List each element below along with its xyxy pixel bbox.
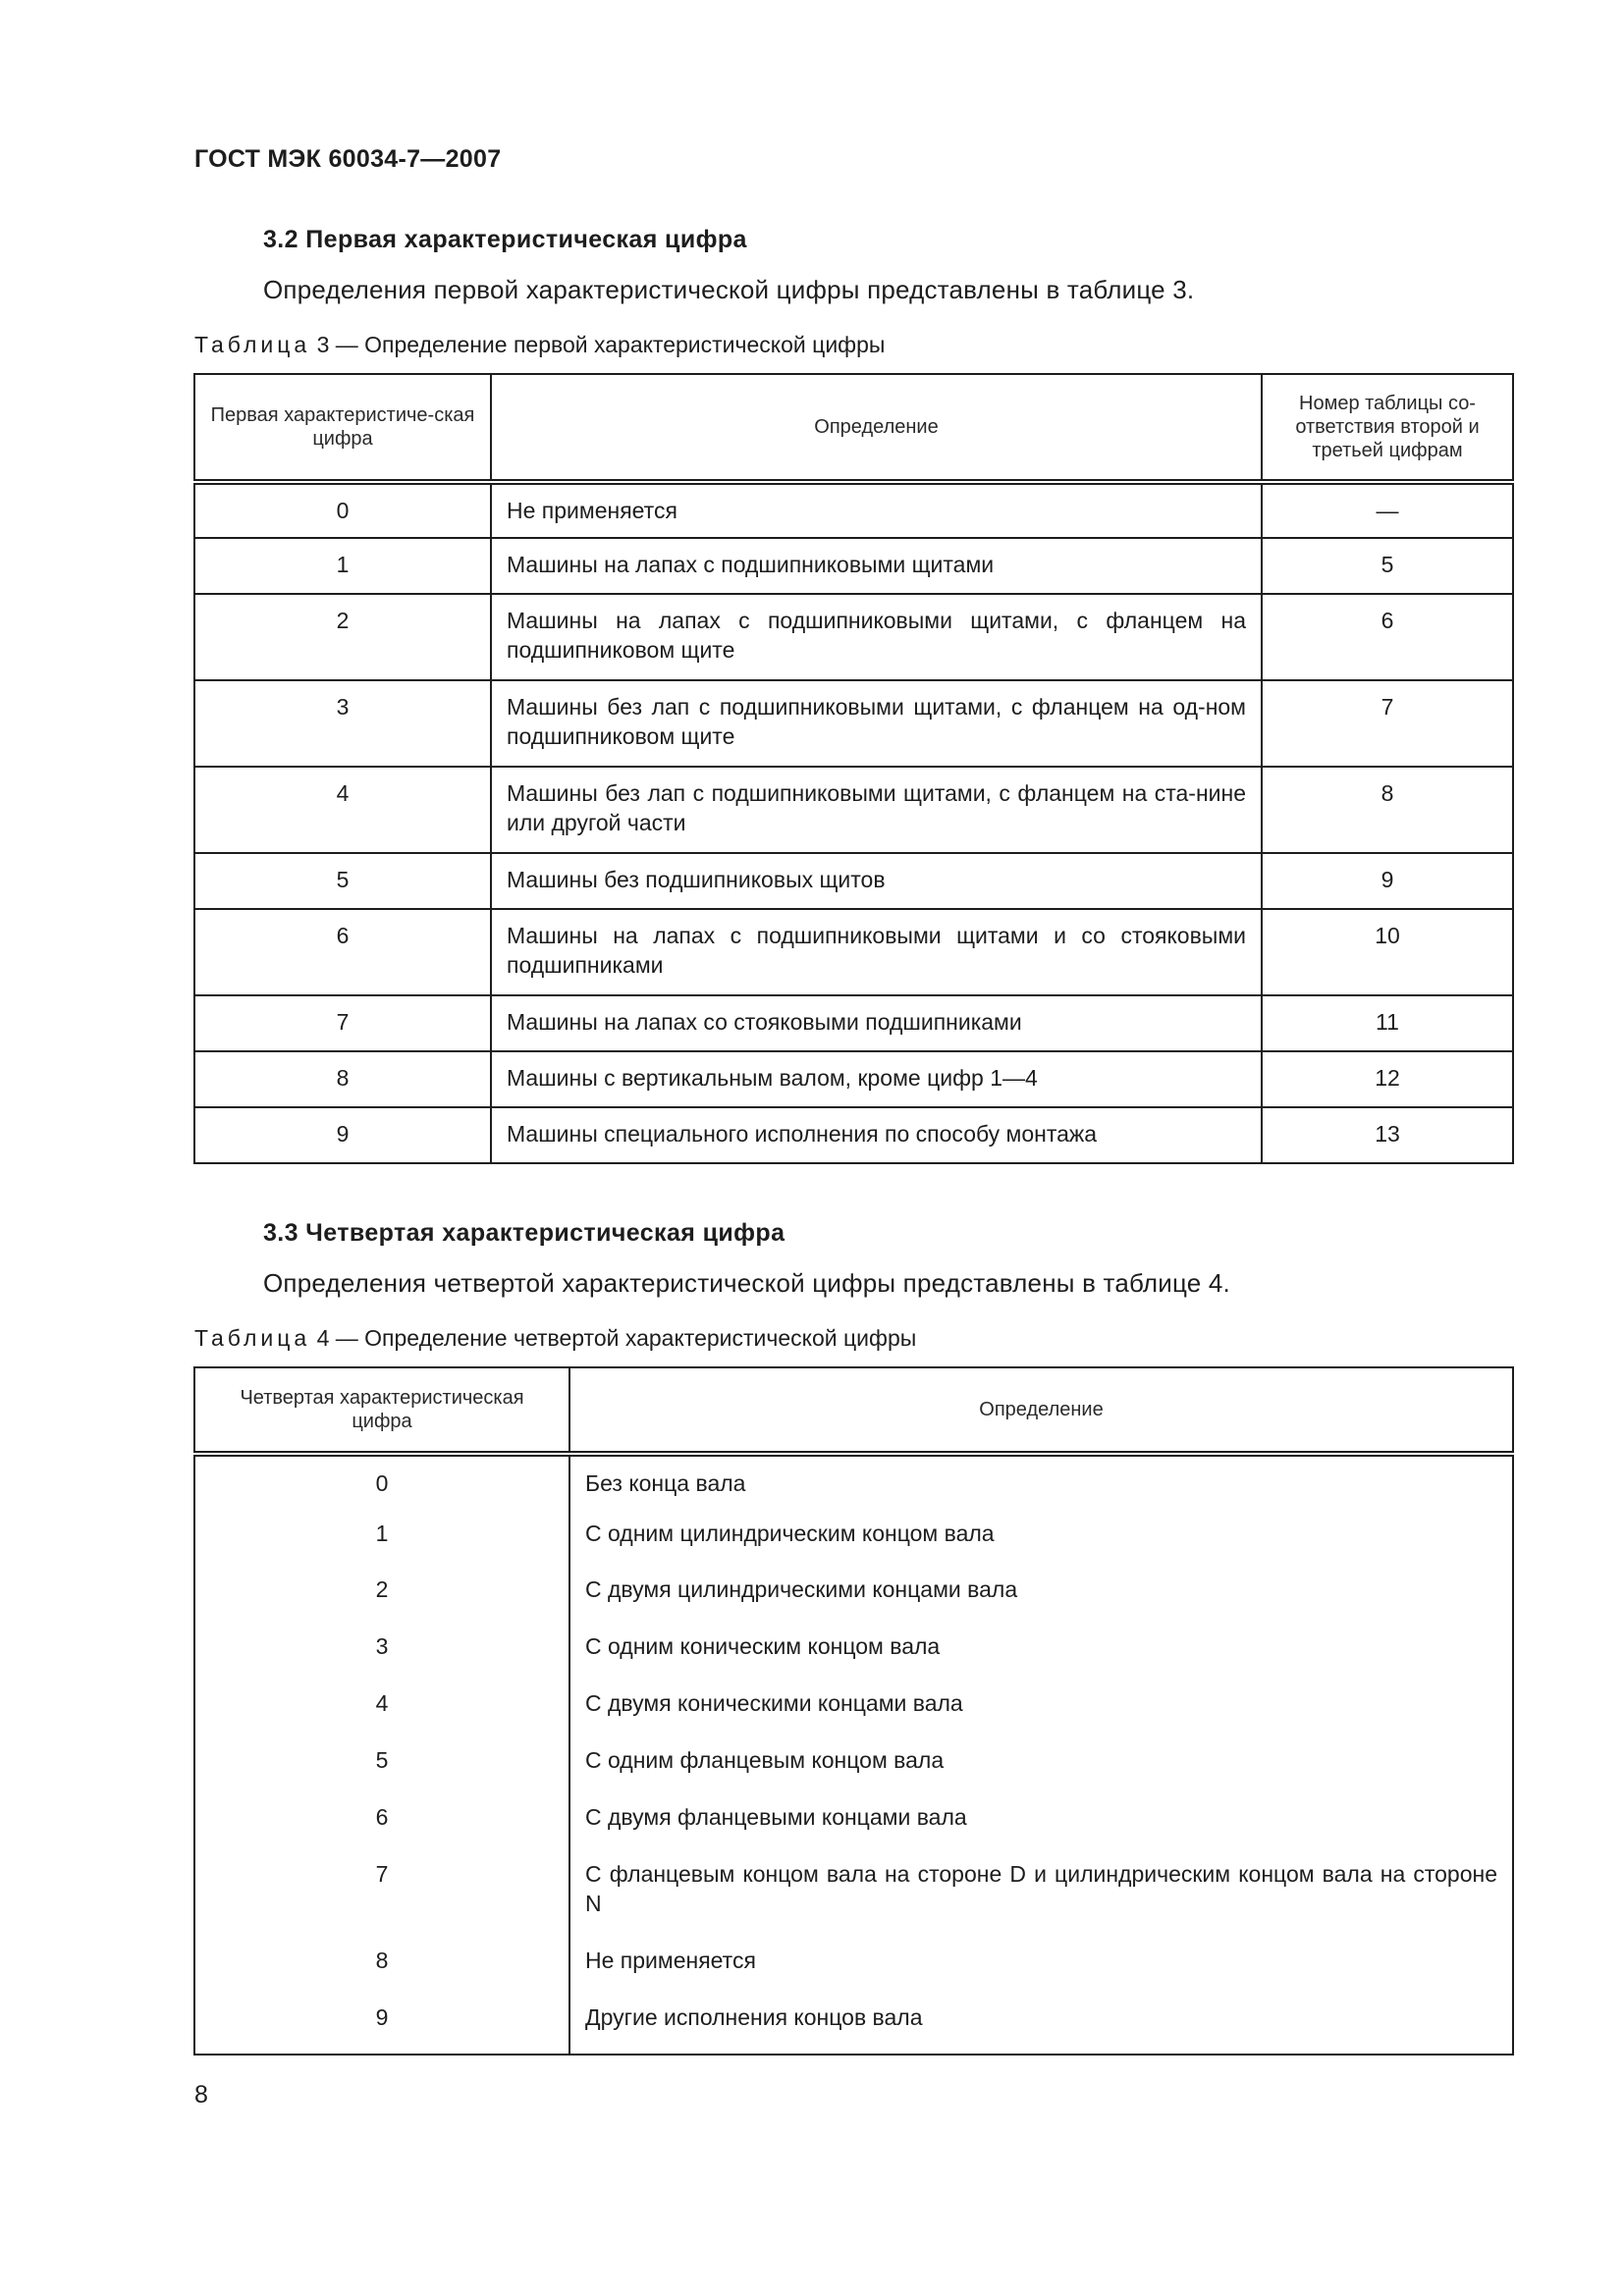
table4-cell: 0 bbox=[194, 1454, 569, 1510]
table3-cell: 9 bbox=[194, 1107, 491, 1163]
table-row bbox=[194, 767, 1513, 853]
table-row bbox=[194, 995, 1513, 1051]
table4-cell: 9 bbox=[194, 1994, 569, 2055]
table3-header-cell: Первая характеристиче-ская цифра bbox=[194, 374, 491, 482]
table4-cell: С одним цилиндрическим концом вала bbox=[569, 1510, 1513, 1566]
table3-cell: 4 bbox=[194, 767, 491, 853]
table-row bbox=[194, 1793, 1513, 1850]
table3-cell: 13 bbox=[1262, 1107, 1513, 1163]
table-4-body bbox=[194, 1454, 1513, 2055]
table-row bbox=[194, 594, 1513, 680]
table3-cell: 6 bbox=[194, 909, 491, 995]
table-row bbox=[194, 1566, 1513, 1623]
table4-cell: С фланцевым концом вала на стороне D и цилиндрическим концом вала на стороне N bbox=[569, 1850, 1513, 1937]
table-3-caption-label: Таблица bbox=[194, 332, 311, 357]
table3-cell: Машины на лапах с подшипниковыми щитами, с фланцем на подшипниковом щите bbox=[491, 594, 1262, 680]
table3-cell: 1 bbox=[194, 538, 491, 594]
table3-cell: Не применяется bbox=[491, 482, 1262, 538]
table-row bbox=[194, 1736, 1513, 1793]
table4-cell: 7 bbox=[194, 1850, 569, 1937]
table4-cell: 4 bbox=[194, 1680, 569, 1736]
table3-cell: Машины без подшипниковых щитов bbox=[491, 853, 1262, 909]
table3-cell: Машины с вертикальным валом, кроме цифр 1—4 bbox=[491, 1051, 1262, 1107]
table3-cell: Машины на лапах со стояковыми подшипниками bbox=[491, 995, 1262, 1051]
table4-cell: С одним фланцевым концом вала bbox=[569, 1736, 1513, 1793]
table-3-body bbox=[194, 482, 1513, 1163]
table3-cell: 8 bbox=[194, 1051, 491, 1107]
table4-header-cell: Определение bbox=[569, 1367, 1513, 1454]
table-row bbox=[194, 1107, 1513, 1163]
section-3-3-intro: Определения четвертой характеристической цифры представлены в таблице 4. bbox=[263, 1268, 1230, 1298]
table3-header-cell: Номер таблицы со-ответствия второй и третьей цифрам bbox=[1262, 374, 1513, 482]
table3-cell: 9 bbox=[1262, 853, 1513, 909]
table-row bbox=[194, 1850, 1513, 1937]
table4-header-cell: Четвертая характеристическая цифра bbox=[194, 1367, 569, 1454]
table4-cell: 6 bbox=[194, 1793, 569, 1850]
table4-cell: 1 bbox=[194, 1510, 569, 1566]
table3-cell: 12 bbox=[1262, 1051, 1513, 1107]
table-row bbox=[194, 1051, 1513, 1107]
table4-cell: Без конца вала bbox=[569, 1454, 1513, 1510]
table-4-caption-text: 4 — Определение четвертой характеристической цифры bbox=[316, 1325, 917, 1351]
table3-cell: Машины без лап с подшипниковыми щитами, с фланцем на ста-нине или другой части bbox=[491, 767, 1262, 853]
table3-cell: 5 bbox=[1262, 538, 1513, 594]
table3-cell: 8 bbox=[1262, 767, 1513, 853]
table-4-caption bbox=[194, 1325, 916, 1352]
table-row bbox=[194, 853, 1513, 909]
table-3-caption bbox=[194, 332, 885, 358]
table-3-header-row bbox=[194, 374, 1513, 482]
table-4 bbox=[193, 1366, 1514, 2056]
table3-cell: 2 bbox=[194, 594, 491, 680]
table3-cell: 0 bbox=[194, 482, 491, 538]
table-row bbox=[194, 1454, 1513, 1510]
document-code-header: ГОСТ МЭК 60034-7—2007 bbox=[194, 145, 502, 173]
table4-cell: С двумя цилиндрическими концами вала bbox=[569, 1566, 1513, 1623]
table3-cell: 5 bbox=[194, 853, 491, 909]
table4-cell: Не применяется bbox=[569, 1937, 1513, 1994]
table4-cell: Другие исполнения концов вала bbox=[569, 1994, 1513, 2055]
table4-cell: 5 bbox=[194, 1736, 569, 1793]
table3-cell: — bbox=[1262, 482, 1513, 538]
table-3-header bbox=[194, 374, 1513, 482]
table3-header-cell: Определение bbox=[491, 374, 1262, 482]
section-3-2-title: 3.2 Первая характеристическая цифра bbox=[263, 226, 747, 253]
table3-cell: 10 bbox=[1262, 909, 1513, 995]
table4-cell: 2 bbox=[194, 1566, 569, 1623]
table3-cell: Машины без лап с подшипниковыми щитами, с фланцем на од-ном подшипниковом щите bbox=[491, 680, 1262, 767]
table3-cell: 3 bbox=[194, 680, 491, 767]
table-4-header bbox=[194, 1367, 1513, 1454]
table3-cell: Машины на лапах с подшипниковыми щитами bbox=[491, 538, 1262, 594]
table-row bbox=[194, 909, 1513, 995]
table-row bbox=[194, 1680, 1513, 1736]
table-row bbox=[194, 538, 1513, 594]
table-row bbox=[194, 1623, 1513, 1680]
table-row bbox=[194, 1937, 1513, 1994]
table3-cell: Машины на лапах с подшипниковыми щитами и со стояковыми подшипниками bbox=[491, 909, 1262, 995]
table4-cell: С двумя коническими концами вала bbox=[569, 1680, 1513, 1736]
table-row bbox=[194, 1994, 1513, 2055]
table-row bbox=[194, 680, 1513, 767]
table-4-header-row bbox=[194, 1367, 1513, 1454]
table-row bbox=[194, 1510, 1513, 1566]
table3-cell: 6 bbox=[1262, 594, 1513, 680]
table4-cell: 8 bbox=[194, 1937, 569, 1994]
table3-cell: 11 bbox=[1262, 995, 1513, 1051]
page-number: 8 bbox=[194, 2081, 208, 2109]
table-3-caption-text: 3 — Определение первой характеристической цифры bbox=[316, 332, 886, 357]
section-3-2-intro: Определения первой характеристической цифры представлены в таблице 3. bbox=[263, 275, 1195, 304]
section-3-3-title: 3.3 Четвертая характеристическая цифра bbox=[263, 1219, 785, 1247]
table-3 bbox=[193, 373, 1514, 1164]
table4-cell: 3 bbox=[194, 1623, 569, 1680]
table4-cell: С двумя фланцевыми концами вала bbox=[569, 1793, 1513, 1850]
table3-cell: 7 bbox=[194, 995, 491, 1051]
table-4-caption-label: Таблица bbox=[194, 1325, 311, 1351]
table3-cell: Машины специального исполнения по способу монтажа bbox=[491, 1107, 1262, 1163]
table3-cell: 7 bbox=[1262, 680, 1513, 767]
table-row bbox=[194, 482, 1513, 538]
table4-cell: С одним коническим концом вала bbox=[569, 1623, 1513, 1680]
